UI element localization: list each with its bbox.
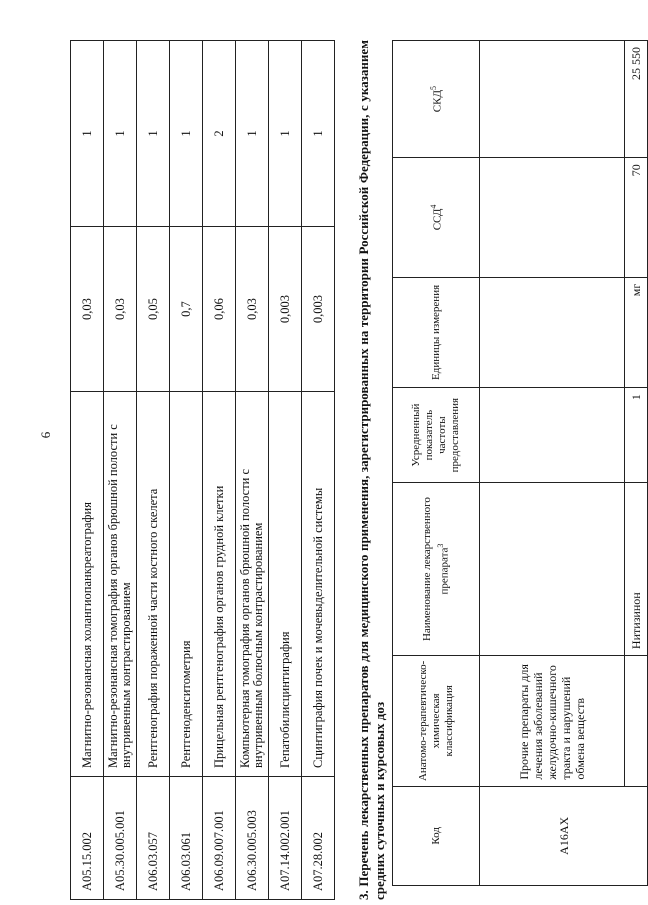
procedure-name: Рентгенография пораженной части костного скелета: [137, 392, 170, 777]
group-drug-empty: [480, 483, 625, 656]
header-drug: [393, 483, 480, 656]
header-skd-footnote: 5: [429, 86, 439, 91]
drug-row: [625, 41, 648, 886]
procedure-code: A06.03.061: [170, 777, 203, 900]
header-code: Код: [393, 786, 480, 885]
procedure-name: Рентгеноденситометрия: [170, 392, 203, 777]
header-ssd: [393, 158, 480, 277]
group-skd-empty: [480, 41, 625, 158]
procedure-code: A06.09.007.001: [203, 777, 236, 900]
group-ssd-empty: [480, 158, 625, 277]
group-freq-empty: [480, 388, 625, 483]
procedure-count: 1: [302, 41, 335, 227]
page-number: 6: [38, 431, 53, 439]
procedure-count: 1: [71, 41, 104, 227]
procedure-frequency: 0,03: [104, 227, 137, 392]
drug-unit: мг: [625, 277, 648, 388]
procedure-frequency: 0,06: [203, 227, 236, 392]
group-atc: Прочие препараты для лечения заболеваний желудочно-кишечного тракта и нарушений обмена веществ: [480, 656, 625, 787]
drug-ssd: 70: [625, 158, 648, 277]
procedure-frequency: 0,05: [137, 227, 170, 392]
procedure-count: 1: [269, 41, 302, 227]
procedure-code: A07.14.002.001: [269, 777, 302, 900]
procedure-count: 2: [203, 41, 236, 227]
header-ssd-footnote: 4: [429, 204, 439, 209]
header-ssd-label: ССД: [431, 208, 444, 231]
procedure-row: [104, 41, 137, 900]
procedure-frequency: 0,003: [302, 227, 335, 392]
group-code: A16AX: [480, 786, 648, 885]
procedure-code: A07.28.002: [302, 777, 335, 900]
procedure-count: 1: [137, 41, 170, 227]
procedure-name: Сцинтиграфия почек и мочевыделительной системы: [302, 392, 335, 777]
procedure-code: A06.30.005.003: [236, 777, 269, 900]
section-heading: 3. Перечень лекарственных препаратов для медицинского применения, зарегистрированных на территории Российской Федерации, с указанием средних суточных и курсовых доз: [356, 40, 387, 900]
procedure-count: 1: [236, 41, 269, 227]
header-drug-footnote: 3: [435, 543, 445, 548]
procedure-name: Гепатобилисцинтиграфия: [269, 392, 302, 777]
drug-group-row: [480, 41, 625, 886]
procedure-name: Магнитно-резонансная томография органов брюшной полости с внутривенным контрастированием: [104, 392, 137, 777]
procedure-code: A06.03.057: [137, 777, 170, 900]
procedures-table: [70, 40, 335, 900]
header-drug-label: Наименование лекарственного препарата: [420, 497, 451, 642]
header-atc: Анатомо-терапевтическо-химическая классификация: [393, 656, 480, 787]
procedure-row: [302, 41, 335, 900]
procedure-name: Компьютерная томография органов брюшной полости с внутривенным болюсным контрастированием: [236, 392, 269, 777]
procedure-frequency: 0,03: [71, 227, 104, 392]
header-skd-label: СКД: [431, 90, 444, 113]
procedure-frequency: 0,003: [269, 227, 302, 392]
procedure-count: 1: [170, 41, 203, 227]
procedure-row: [236, 41, 269, 900]
drug-skd: 25 550: [625, 41, 648, 158]
procedure-code: A05.30.005.001: [104, 777, 137, 900]
drugs-table-header: [393, 41, 480, 886]
procedure-name: Магнитно-резонансная холангиопанкреатография: [71, 392, 104, 777]
procedure-row: [269, 41, 302, 900]
procedure-row: [170, 41, 203, 900]
drug-atc-empty: [625, 656, 648, 787]
drug-name: Нитизинон: [625, 483, 648, 656]
procedure-count: 1: [104, 41, 137, 227]
procedure-frequency: 0,03: [236, 227, 269, 392]
group-unit-empty: [480, 277, 625, 388]
procedure-row: [137, 41, 170, 900]
procedure-name: Прицельная рентгенография органов грудной клетки: [203, 392, 236, 777]
procedure-frequency: 0,7: [170, 227, 203, 392]
procedure-code: A05.15.002: [71, 777, 104, 900]
rotated-content: [60, 40, 643, 900]
header-unit: Единицы измерения: [393, 277, 480, 388]
drugs-table: [392, 40, 648, 886]
procedure-row: [203, 41, 236, 900]
header-frequency: Усредненный показатель частоты предоставления: [393, 388, 480, 483]
procedure-row: [71, 41, 104, 900]
header-skd: [393, 41, 480, 158]
drug-frequency: 1: [625, 388, 648, 483]
